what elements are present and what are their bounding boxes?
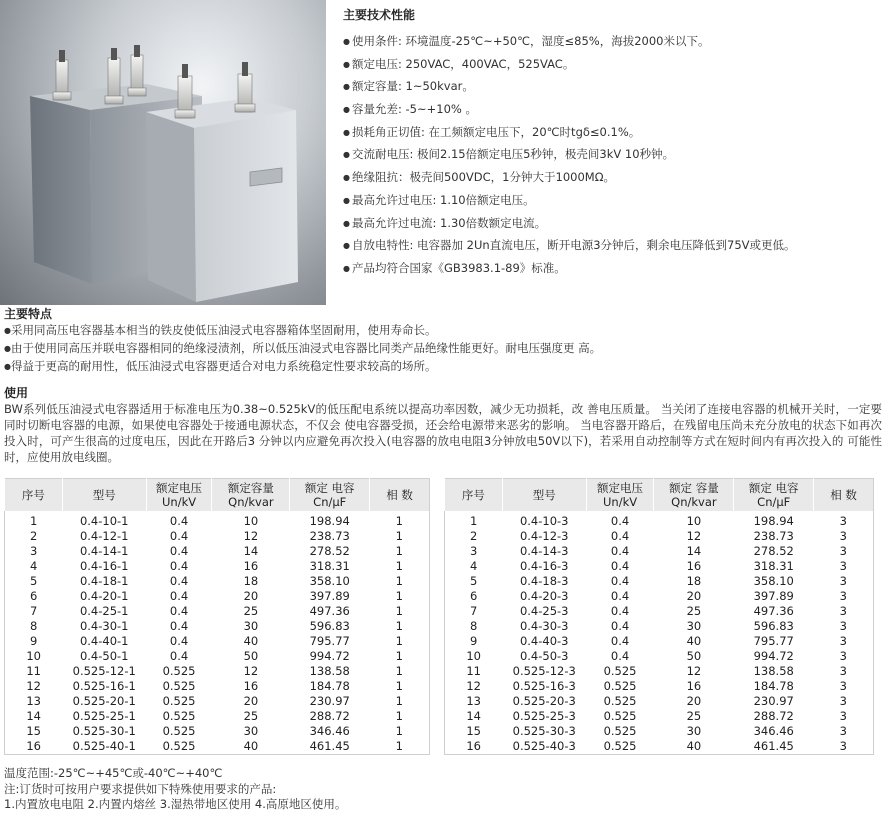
table-cell: 4 bbox=[469, 559, 478, 573]
table-cell: 1 bbox=[395, 574, 403, 588]
table-cell: 20 bbox=[686, 694, 702, 708]
table-cell: 0.4-18-3 bbox=[519, 574, 569, 588]
table-cell: 1 bbox=[395, 724, 403, 738]
spec-table-single-phase bbox=[4, 478, 430, 755]
table-row bbox=[445, 724, 874, 739]
table-row bbox=[5, 694, 430, 709]
table-cell: 0.4 bbox=[169, 559, 189, 573]
table-cell: 3 bbox=[839, 739, 847, 753]
table-cell: 12 bbox=[26, 679, 41, 693]
specs-list bbox=[343, 30, 883, 280]
table-row bbox=[5, 574, 430, 589]
table-cell: 40 bbox=[686, 739, 702, 753]
table-cell: 30 bbox=[243, 619, 259, 633]
table-cell: 0.4-25-3 bbox=[519, 604, 569, 618]
table-cell: 0.4 bbox=[169, 604, 189, 618]
main-features bbox=[4, 306, 884, 376]
table-cell: 278.52 bbox=[753, 544, 794, 558]
table-cell: 198.94 bbox=[309, 514, 350, 528]
table-cell: 15 bbox=[466, 724, 481, 738]
table-cell: 12 bbox=[243, 664, 259, 678]
table-cell: 3 bbox=[839, 619, 847, 633]
table-cell: 4 bbox=[29, 559, 38, 573]
table-cell: 1 bbox=[395, 709, 403, 723]
column-header: 序号 bbox=[445, 479, 503, 512]
table-cell: 8 bbox=[29, 619, 38, 633]
table-row bbox=[445, 679, 874, 694]
column-header: 额定电压 Un/kV bbox=[146, 479, 212, 512]
table-cell: 0.4-20-1 bbox=[79, 589, 129, 603]
table-cell: 0.4-12-3 bbox=[519, 529, 569, 543]
table-cell: 346.46 bbox=[309, 724, 350, 738]
table-cell: 1 bbox=[395, 649, 403, 663]
table-cell: 994.72 bbox=[753, 649, 794, 663]
column-header: 额定 电容 Cn/μF bbox=[290, 479, 370, 512]
table-cell: 6 bbox=[29, 589, 38, 603]
column-header: 额定 电容 Cn/μF bbox=[734, 479, 814, 512]
table-row bbox=[445, 589, 874, 604]
table-cell: 0.4 bbox=[610, 574, 630, 588]
table-cell: 18 bbox=[686, 574, 702, 588]
table-row bbox=[5, 559, 430, 574]
table-cell: 10 bbox=[26, 649, 41, 663]
table-cell: 0.525 bbox=[162, 739, 196, 753]
table-cell: 0.4-30-3 bbox=[519, 619, 569, 633]
table-cell: 1 bbox=[395, 604, 403, 618]
table-cell: 0.525-30-3 bbox=[512, 724, 576, 738]
table-cell: 0.525-40-1 bbox=[72, 739, 136, 753]
table-cell: 0.525-20-1 bbox=[72, 694, 136, 708]
table-cell: 994.72 bbox=[309, 649, 350, 663]
table-cell: 25 bbox=[243, 604, 259, 618]
feature-item: ● 得益于更高的耐用性，低压油浸式电容器更适合对电力系统稳定性要求较高的场所。 bbox=[4, 358, 884, 376]
column-header: 额定容量 Qn/kvar bbox=[212, 479, 290, 512]
table-row bbox=[445, 739, 874, 755]
product-photo bbox=[0, 0, 326, 305]
spec-item: ● 额定电压: 250VAC，400VAC，525VAC。 bbox=[343, 53, 883, 76]
table-cell: 1 bbox=[395, 589, 403, 603]
table-cell: 497.36 bbox=[753, 604, 794, 618]
table-cell: 9 bbox=[29, 634, 38, 648]
table-cell: 30 bbox=[686, 619, 702, 633]
table-cell: 0.4 bbox=[169, 589, 189, 603]
table-row bbox=[445, 649, 874, 664]
table-cell: 2 bbox=[469, 529, 478, 543]
table-cell: 8 bbox=[469, 619, 478, 633]
feature-item: ● 由于使用同高压并联电容器相同的绝缘浸渍剂，所以低压油浸式电容器比同类产品绝缘性能更好。耐电压强度更 高。 bbox=[4, 340, 884, 358]
table-cell: 461.45 bbox=[753, 739, 794, 753]
table-cell: 0.525 bbox=[162, 679, 196, 693]
table-cell: 25 bbox=[243, 709, 259, 723]
table-cell: 0.4 bbox=[610, 649, 630, 663]
table-cell: 0.525-25-1 bbox=[72, 709, 136, 723]
table-cell: 3 bbox=[839, 529, 847, 543]
table-cell: 1 bbox=[395, 529, 403, 543]
table-cell: 14 bbox=[466, 709, 481, 723]
usage-text: BW系列低压油浸式电容器适用于标准电压为0.38~0.525kV的低压配电系统以提高功率因数，减少无功损耗，改 善电压质量。 当关闭了连接电容器的机械开关时，一定要同时切断电容器的电源，如果使电容器处于接通电源状态，不仅会 使电容器受损，还会给电源带来恶劣的影响。 当电容器开路后，在残留电压尚未充分放电的状态下如再次投入时，可产生很高的过度电压，因此在开路后3 分钟以内应避免再次投入(电容器的放电电阻3分钟放电50V以下)，若采用自动控制等方式在短时间内有再次投入的 可能性时，应使用放电线圈。 bbox=[4, 402, 882, 464]
table-cell: 0.525-16-1 bbox=[72, 679, 136, 693]
spec-item: ● 绝缘阻抗：极壳间500VDC，1分钟大于1000MΩ。 bbox=[343, 166, 883, 189]
spec-item: ● 使用条件: 环境温度-25℃~+50℃，湿度≤85%，海拔2000米以下。 bbox=[343, 30, 883, 53]
column-header: 相 数 bbox=[370, 479, 430, 512]
table-cell: 40 bbox=[243, 739, 259, 753]
table-cell: 138.58 bbox=[753, 664, 794, 678]
spec-item: ● 额定容量: 1~50kvar。 bbox=[343, 75, 883, 98]
table-cell: 1 bbox=[395, 634, 403, 648]
table-cell: 0.4-50-3 bbox=[519, 649, 569, 663]
table-cell: 3 bbox=[839, 604, 847, 618]
column-header: 额定 容量 Qn/kvar bbox=[654, 479, 734, 512]
table-cell: 13 bbox=[26, 694, 41, 708]
spec-item: ● 自放电特性: 电容器加 2Un直流电压，断开电源3分钟后，剩余电压降低到75V或更低。 bbox=[343, 234, 883, 257]
table-cell: 0.525 bbox=[603, 694, 637, 708]
capacitor-illustration bbox=[0, 0, 326, 305]
table-cell: 16 bbox=[243, 679, 259, 693]
table-cell: 1 bbox=[395, 739, 403, 753]
table-cell: 198.94 bbox=[753, 514, 794, 528]
table-header-row bbox=[445, 479, 874, 512]
table-cell: 0.4-40-3 bbox=[519, 634, 569, 648]
table-cell: 184.78 bbox=[309, 679, 350, 693]
table-cell: 0.4 bbox=[610, 589, 630, 603]
table-cell: 0.4-16-1 bbox=[79, 559, 129, 573]
table-cell: 14 bbox=[686, 544, 702, 558]
table-row bbox=[5, 649, 430, 664]
table-cell: 0.525 bbox=[162, 709, 196, 723]
footnotes bbox=[4, 766, 346, 813]
spec-item: ● 容量允差: -5~+10% 。 bbox=[343, 98, 883, 121]
order-note: 注:订货时可按用户要求提供如下特殊使用要求的产品: bbox=[4, 781, 277, 796]
table-cell: 0.525 bbox=[162, 724, 196, 738]
table-cell: 7 bbox=[469, 604, 478, 618]
table-cell: 13 bbox=[466, 694, 481, 708]
table-cell: 16 bbox=[26, 739, 41, 753]
table-row bbox=[445, 709, 874, 724]
table-cell: 50 bbox=[243, 649, 259, 663]
table-cell: 0.525 bbox=[603, 739, 637, 753]
usage-title: 使用 bbox=[4, 386, 29, 400]
table-cell: 0.525-20-3 bbox=[512, 694, 576, 708]
table-cell: 596.83 bbox=[753, 619, 794, 633]
table-cell: 0.4 bbox=[169, 514, 189, 528]
table-cell: 12 bbox=[466, 679, 481, 693]
table-cell: 18 bbox=[243, 574, 259, 588]
table-cell: 0.4 bbox=[610, 544, 630, 558]
table-cell: 0.4 bbox=[169, 619, 189, 633]
table-cell: 397.89 bbox=[753, 589, 794, 603]
table-row bbox=[445, 694, 874, 709]
table-cell: 596.83 bbox=[309, 619, 350, 633]
table-cell: 0.525 bbox=[603, 709, 637, 723]
table-cell: 397.89 bbox=[309, 589, 350, 603]
column-header: 序号 bbox=[5, 479, 63, 512]
table-cell: 16 bbox=[686, 559, 702, 573]
table-cell: 3 bbox=[839, 574, 847, 588]
usage-section bbox=[4, 385, 882, 465]
table-cell: 2 bbox=[29, 529, 38, 543]
table-cell: 1 bbox=[395, 514, 403, 528]
column-header: 型号 bbox=[62, 479, 146, 512]
table-cell: 15 bbox=[26, 724, 41, 738]
table-cell: 3 bbox=[839, 694, 847, 708]
table-row bbox=[445, 619, 874, 634]
table-cell: 40 bbox=[243, 634, 259, 648]
table-row bbox=[5, 529, 430, 544]
table-row bbox=[445, 559, 874, 574]
special-options-note: 1.内置放电电阻 2.内置内熔丝 3.湿热带地区使用 4.高原地区使用。 bbox=[4, 797, 347, 811]
table-cell: 230.97 bbox=[309, 694, 350, 708]
table-cell: 278.52 bbox=[309, 544, 350, 558]
table-cell: 0.525-25-3 bbox=[512, 709, 576, 723]
table-cell: 1 bbox=[395, 544, 403, 558]
spec-item: ● 最高允许过电压: 1.10倍额定电压。 bbox=[343, 189, 883, 212]
technical-specs bbox=[343, 6, 883, 280]
table-cell: 346.46 bbox=[753, 724, 794, 738]
table-cell: 1 bbox=[29, 514, 38, 528]
table-cell: 3 bbox=[839, 664, 847, 678]
table-cell: 20 bbox=[243, 694, 259, 708]
temperature-range-note: 温度范围:-25℃~+45℃或-40℃~+40℃ bbox=[4, 766, 223, 780]
table-cell: 288.72 bbox=[309, 709, 350, 723]
table-cell: 0.4-14-3 bbox=[519, 544, 569, 558]
table-cell: 238.73 bbox=[753, 529, 794, 543]
table-cell: 238.73 bbox=[309, 529, 350, 543]
table-cell: 3 bbox=[839, 709, 847, 723]
spec-table-three-phase bbox=[444, 478, 874, 755]
table-cell: 0.525 bbox=[162, 694, 196, 708]
table-cell: 20 bbox=[686, 589, 702, 603]
table-cell: 0.4-10-3 bbox=[519, 514, 569, 528]
table-cell: 0.4 bbox=[169, 649, 189, 663]
table-cell: 9 bbox=[469, 634, 478, 648]
table-cell: 795.77 bbox=[753, 634, 794, 648]
table-cell: 0.525-12-3 bbox=[512, 664, 576, 678]
table-cell: 0.4-18-1 bbox=[79, 574, 129, 588]
table-cell: 0.4-14-1 bbox=[79, 544, 129, 558]
table-row bbox=[5, 544, 430, 559]
table-cell: 0.4-20-3 bbox=[519, 589, 569, 603]
table-cell: 16 bbox=[466, 739, 481, 753]
table-cell: 3 bbox=[839, 559, 847, 573]
spec-item: ● 产品均符合国家《GB3983.1-89》标准。 bbox=[343, 257, 883, 280]
table-cell: 14 bbox=[243, 544, 259, 558]
table-cell: 0.525-12-1 bbox=[72, 664, 136, 678]
column-header: 额定电压 Un/kV bbox=[586, 479, 654, 512]
table-cell: 10 bbox=[243, 514, 259, 528]
table-row bbox=[5, 604, 430, 619]
table-cell: 1 bbox=[395, 694, 403, 708]
table-cell: 14 bbox=[26, 709, 41, 723]
table-cell: 0.4 bbox=[169, 544, 189, 558]
spec-item: ● 最高允许过电流: 1.30倍数额定电流。 bbox=[343, 212, 883, 235]
table-cell: 12 bbox=[686, 529, 702, 543]
table-cell: 138.58 bbox=[309, 664, 350, 678]
table-cell: 10 bbox=[466, 649, 481, 663]
table-cell: 1 bbox=[469, 514, 478, 528]
table-cell: 184.78 bbox=[753, 679, 794, 693]
table-row bbox=[5, 709, 430, 724]
table-cell: 3 bbox=[839, 514, 847, 528]
table-row bbox=[5, 619, 430, 634]
table-cell: 11 bbox=[466, 664, 481, 678]
spec-item: ● 损耗角正切值: 在工频额定电压下，20℃时tgδ≤0.1%。 bbox=[343, 121, 883, 144]
table-cell: 3 bbox=[839, 724, 847, 738]
table-row bbox=[5, 664, 430, 679]
table-row bbox=[445, 544, 874, 559]
table-cell: 0.4 bbox=[169, 529, 189, 543]
table-cell: 3 bbox=[839, 589, 847, 603]
table-row bbox=[445, 529, 874, 544]
table-row bbox=[445, 511, 874, 529]
table-row bbox=[5, 679, 430, 694]
table-cell: 0.4-40-1 bbox=[79, 634, 129, 648]
table-cell: 0.4 bbox=[610, 619, 630, 633]
table-cell: 0.4 bbox=[610, 634, 630, 648]
table-row bbox=[5, 724, 430, 739]
table-cell: 358.10 bbox=[309, 574, 350, 588]
table-cell: 3 bbox=[469, 544, 478, 558]
table-cell: 0.4 bbox=[610, 514, 630, 528]
table-cell: 0.4-12-1 bbox=[79, 529, 129, 543]
table-cell: 0.525-16-3 bbox=[512, 679, 576, 693]
table-cell: 0.525-40-3 bbox=[512, 739, 576, 753]
table-cell: 0.525 bbox=[603, 664, 637, 678]
table-cell: 3 bbox=[839, 649, 847, 663]
table-cell: 0.4-30-1 bbox=[79, 619, 129, 633]
table-cell: 0.4 bbox=[610, 529, 630, 543]
feature-item: ● 采用同高压电容器基本相当的铁皮使低压油浸式电容器箱体坚固耐用，使用寿命长。 bbox=[4, 322, 884, 340]
table-cell: 30 bbox=[686, 724, 702, 738]
table-cell: 0.525 bbox=[603, 724, 637, 738]
table-cell: 30 bbox=[243, 724, 259, 738]
table-cell: 16 bbox=[686, 679, 702, 693]
column-header: 型号 bbox=[502, 479, 586, 512]
table-cell: 0.4 bbox=[610, 559, 630, 573]
table-cell: 25 bbox=[686, 709, 702, 723]
table-cell: 318.31 bbox=[309, 559, 350, 573]
table-cell: 0.525-30-1 bbox=[72, 724, 136, 738]
table-cell: 1 bbox=[395, 619, 403, 633]
table-cell: 288.72 bbox=[753, 709, 794, 723]
table-cell: 0.525 bbox=[162, 664, 196, 678]
table-row bbox=[445, 574, 874, 589]
table-cell: 20 bbox=[243, 589, 259, 603]
table-row bbox=[5, 634, 430, 649]
table-cell: 0.4 bbox=[169, 574, 189, 588]
table-cell: 1 bbox=[395, 664, 403, 678]
table-cell: 3 bbox=[839, 634, 847, 648]
table-cell: 10 bbox=[686, 514, 702, 528]
table-cell: 12 bbox=[686, 664, 702, 678]
table-cell: 3 bbox=[29, 544, 38, 558]
table-row bbox=[5, 589, 430, 604]
table-cell: 0.4-50-1 bbox=[79, 649, 129, 663]
table-header-row bbox=[5, 479, 430, 512]
table-cell: 318.31 bbox=[753, 559, 794, 573]
table-cell: 1 bbox=[395, 559, 403, 573]
table-cell: 0.4 bbox=[610, 604, 630, 618]
table-row bbox=[5, 511, 430, 529]
specs-title: 主要技术性能 bbox=[343, 8, 416, 22]
column-header: 相 数 bbox=[814, 479, 874, 512]
table-cell: 3 bbox=[839, 544, 847, 558]
features-title: 主要特点 bbox=[4, 307, 53, 321]
table-cell: 0.525 bbox=[603, 679, 637, 693]
table-cell: 0.4 bbox=[169, 634, 189, 648]
table-cell: 0.4-25-1 bbox=[79, 604, 129, 618]
table-cell: 16 bbox=[243, 559, 259, 573]
table-cell: 11 bbox=[26, 664, 41, 678]
table-cell: 461.45 bbox=[309, 739, 350, 753]
table-cell: 50 bbox=[686, 649, 702, 663]
table-cell: 5 bbox=[469, 574, 478, 588]
table-cell: 12 bbox=[243, 529, 259, 543]
table-cell: 40 bbox=[686, 634, 702, 648]
table-cell: 5 bbox=[29, 574, 38, 588]
table-cell: 6 bbox=[469, 589, 478, 603]
table-cell: 7 bbox=[29, 604, 38, 618]
table-cell: 0.4-10-1 bbox=[79, 514, 129, 528]
table-cell: 795.77 bbox=[309, 634, 350, 648]
table-row bbox=[5, 739, 430, 755]
spec-item: ● 交流耐电压: 极间2.15倍额定电压5秒钟，极壳间3kV 10秒钟。 bbox=[343, 143, 883, 166]
table-row bbox=[445, 664, 874, 679]
table-cell: 0.4-16-3 bbox=[519, 559, 569, 573]
table-row bbox=[445, 604, 874, 619]
table-cell: 230.97 bbox=[753, 694, 794, 708]
table-cell: 3 bbox=[839, 679, 847, 693]
table-row bbox=[445, 634, 874, 649]
table-cell: 25 bbox=[686, 604, 702, 618]
table-cell: 497.36 bbox=[309, 604, 350, 618]
table-cell: 1 bbox=[395, 679, 403, 693]
table-cell: 358.10 bbox=[753, 574, 794, 588]
